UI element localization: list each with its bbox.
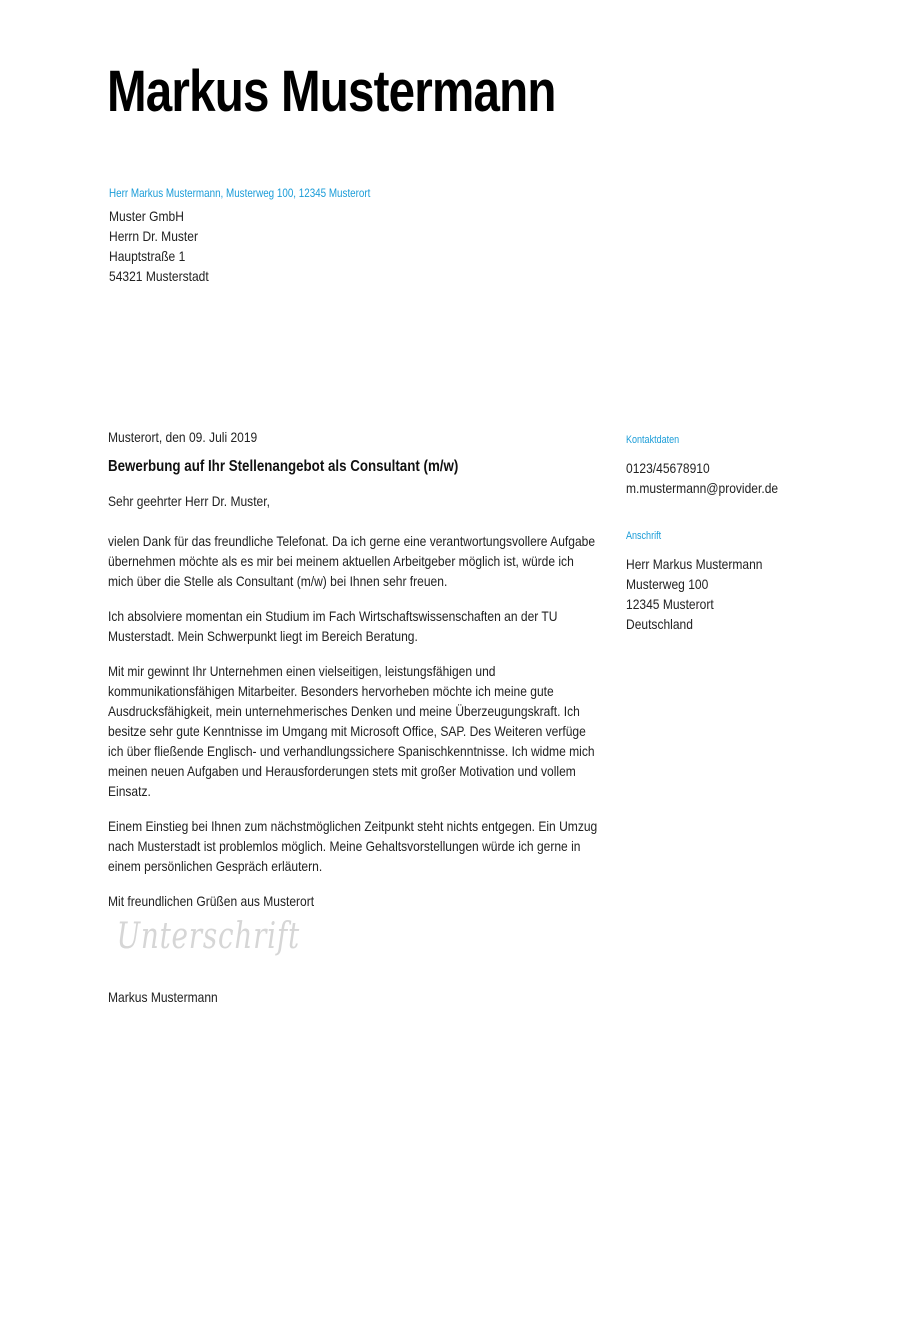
letter-subject: Bewerbung auf Ihr Stellenangebot als Consultant (m/w) [108, 458, 459, 475]
recipient-address [109, 206, 225, 286]
recipient-person: Herrn Dr. Muster [109, 228, 198, 244]
recipient-street: Hauptstraße 1 [109, 248, 186, 264]
letter-salutation: Sehr geehrter Herr Dr. Muster, [108, 493, 270, 509]
signature-placeholder: Unterschrift [116, 916, 300, 957]
letter-paragraph-2: Ich absolviere momentan ein Studium im Fach Wirtschaftswissenschaften an der TU Musterstadt. Mein Schwerpunkt liegt im Bereich Beratung. [108, 608, 558, 644]
contact-email: m.mustermann@provider.de [626, 480, 779, 496]
letter-signer: Markus Mustermann [108, 989, 218, 1005]
address-section [626, 528, 886, 634]
address-label: Anschrift [626, 530, 662, 542]
address-street: Musterweg 100 [626, 576, 709, 592]
address-city: 12345 Musterort [626, 596, 714, 612]
recipient-company: Muster GmbH [109, 208, 184, 224]
contact-phone: 0123/45678910 [626, 460, 710, 476]
page-title: Markus Mustermann [107, 59, 556, 124]
letter-date: Musterort, den 09. Juli 2019 [108, 429, 258, 445]
letter-paragraph-4: Einem Einstieg bei Ihnen zum nächstmöglichen Zeitpunkt steht nichts entgegen. Ein Umzug nach Musterstadt ist problemlos möglich. Meine Gehaltsvorstellungen würde ich gerne in einem persönlichen Gespräch erläutern. [108, 818, 598, 874]
address-name: Herr Markus Mustermann [626, 556, 763, 572]
letter-paragraph-1: vielen Dank für das freundliche Telefonat. Da ich gerne eine verantwortungsvollere Aufgabe übernehmen möchte als es mir bei meinem aktuellen Arbeitgeber möglich ist, würde ich mich über die Stelle als Consultant (m/w) bei Ihnen sehr freuen. [108, 533, 596, 589]
letter-body [108, 427, 598, 1007]
contact-section [626, 432, 886, 498]
sender-return-address: Herr Markus Mustermann, Musterweg 100, 12345 Musterort [109, 186, 371, 200]
signature-area [108, 916, 598, 987]
address-country: Deutschland [626, 616, 693, 632]
letter-closing: Mit freundlichen Grüßen aus Musterort [108, 893, 315, 909]
recipient-city: 54321 Musterstadt [109, 268, 209, 284]
letter-paragraph-3: Mit mir gewinnt Ihr Unternehmen einen vielseitigen, leistungsfähigen und kommunikationsfähigen Mitarbeiter. Besonders hervorheben möchte ich meine gute Ausdrucksfähigkeit, mein unternehmerisches Denken und meine Überzeugungskraft. Ich besitze sehr gute Kenntnisse im Umgang mit Microsoft Office, SAP. Des Weiteren verfüge ich über fließende Englisch- und verhandlungssichere Spanischkenntnisse. Ich widme mich meinen neuen Aufgaben und Herausforderungen stets mit großer Motivation und vollem Einsatz. [108, 663, 595, 799]
sidebar [626, 432, 886, 664]
contact-label: Kontaktdaten [626, 434, 680, 446]
